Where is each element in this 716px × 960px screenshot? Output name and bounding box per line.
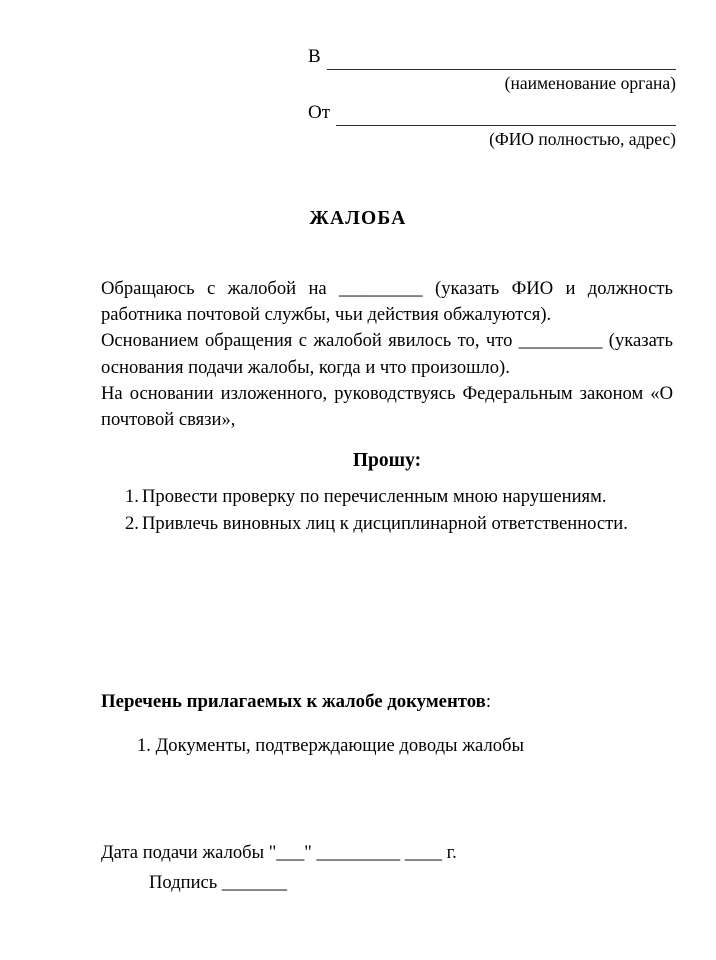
attachments-list bbox=[101, 733, 673, 759]
document-body bbox=[101, 276, 673, 537]
request-list-item bbox=[101, 484, 673, 510]
request-list bbox=[101, 484, 673, 537]
request-item-number: 1. bbox=[125, 486, 139, 508]
addressee-from-row bbox=[308, 100, 676, 126]
attachments-heading bbox=[101, 689, 491, 715]
addressee-from-fill-line[interactable] bbox=[336, 106, 676, 126]
request-list-item bbox=[101, 511, 673, 537]
request-item-number: 2. bbox=[125, 512, 139, 534]
addressee-from-caption: (ФИО полностью, адрес) bbox=[489, 129, 676, 149]
attachments-heading-colon: : bbox=[485, 691, 492, 712]
submission-date-line[interactable]: Дата подачи жалобы "___" _________ ____ г. bbox=[101, 842, 457, 863]
request-heading: Прошу: bbox=[352, 450, 422, 472]
attachments-list-item: 1. Документы, подтверждающие доводы жалобы bbox=[137, 735, 524, 756]
paragraph-complaint-subject: Обращаюсь с жалобой на _________ (указать ФИО и должность работника почтовой службы, чьи действия обжалуются). bbox=[101, 278, 673, 326]
request-item-text: Провести проверку по перечисленным мною нарушениям. bbox=[142, 486, 607, 508]
addressee-to-row bbox=[308, 44, 676, 70]
request-item-text: Привлечь виновных лиц к дисциплинарной ответственности. bbox=[142, 512, 628, 534]
addressee-to-label: В bbox=[308, 46, 321, 67]
document-title: ЖАЛОБА bbox=[309, 208, 407, 229]
paragraph-legal-basis: На основании изложенного, руководствуясь Федеральным законом «О почтовой связи», bbox=[101, 382, 673, 431]
addressee-to-fill-line[interactable] bbox=[327, 50, 676, 70]
addressee-header bbox=[308, 44, 676, 151]
document-footer bbox=[101, 838, 673, 898]
addressee-from-label: От bbox=[308, 102, 331, 123]
addressee-to-caption: (наименование органа) bbox=[504, 73, 676, 93]
signature-line[interactable]: Подпись _______ bbox=[149, 872, 288, 893]
attachments-heading-text: Перечень прилагаемых к жалобе документов bbox=[101, 691, 486, 712]
paragraph-complaint-grounds: Основанием обращения с жалобой явилось то, что _________ (указать основания подачи жалобы, когда и что произошло). bbox=[101, 330, 673, 378]
